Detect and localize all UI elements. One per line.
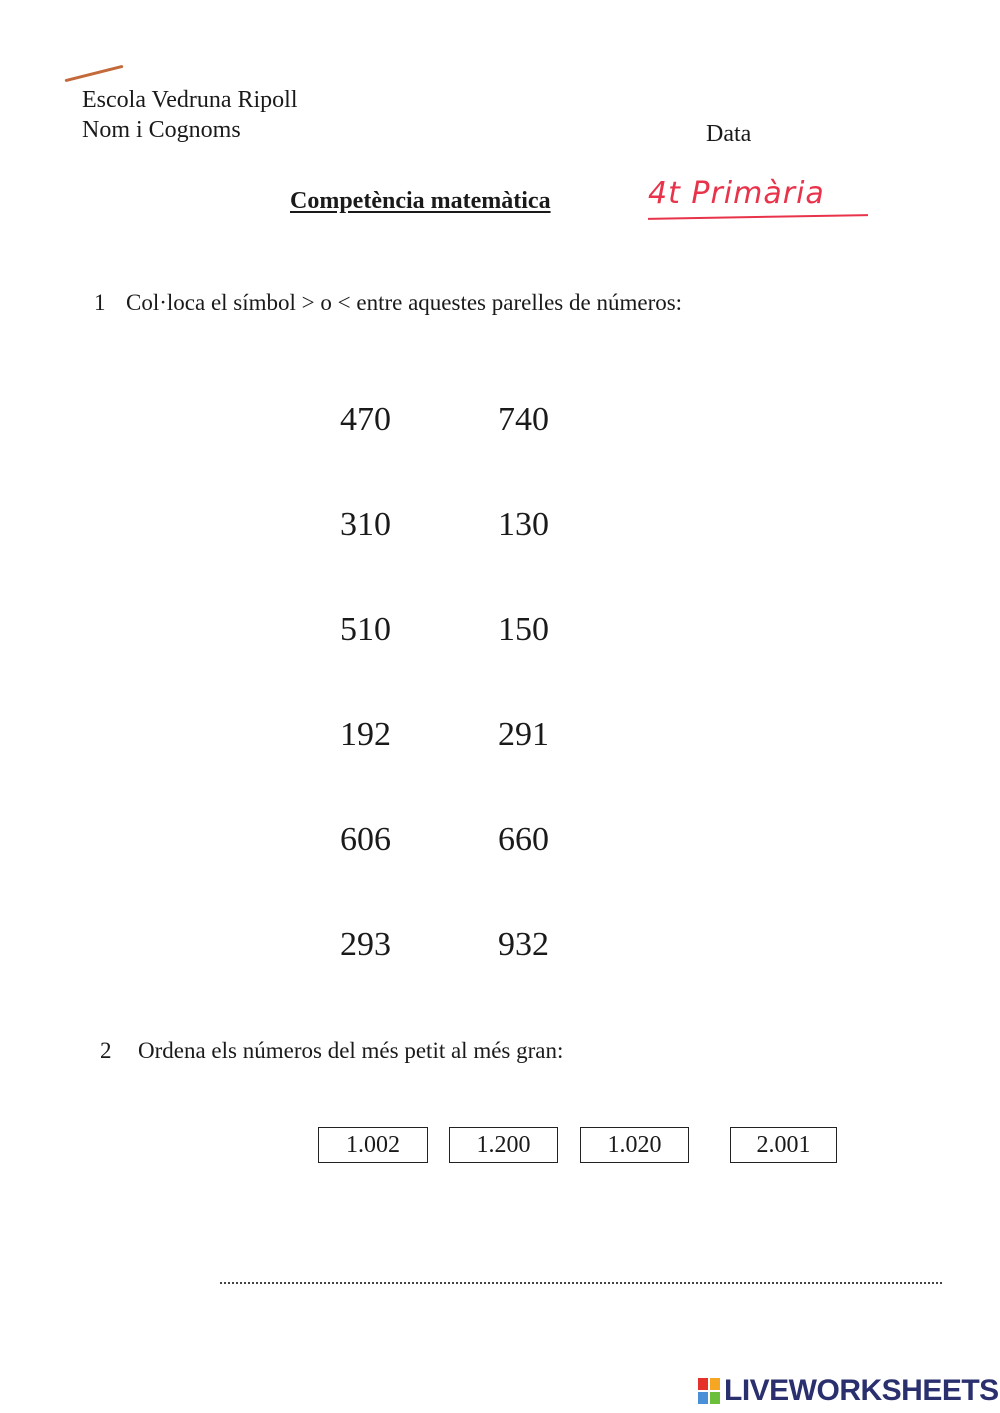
date-label: Data bbox=[706, 121, 752, 147]
pair-right-number: 740 bbox=[498, 401, 549, 438]
logo-text: LIVEWORKSHEETS bbox=[724, 1374, 999, 1407]
pair-left-number: 510 bbox=[340, 611, 391, 648]
pair-right-number: 660 bbox=[498, 821, 549, 858]
pair-right-number: 932 bbox=[498, 926, 549, 963]
pair-right-number: 130 bbox=[498, 506, 549, 543]
pair-left-number: 310 bbox=[340, 506, 391, 543]
pair-left-number: 606 bbox=[340, 821, 391, 858]
answer-dotted-line bbox=[220, 1282, 942, 1284]
exercise2-number: 2 bbox=[100, 1038, 112, 1063]
pair-right-number: 150 bbox=[498, 611, 549, 648]
grade-handwritten: 4t Primària bbox=[648, 176, 825, 211]
pair-left-number: 293 bbox=[340, 926, 391, 963]
number-box: 1.002 bbox=[318, 1127, 428, 1163]
name-label: Nom i Cognoms bbox=[82, 117, 241, 143]
liveworksheets-logo bbox=[698, 1374, 999, 1408]
number-box: 2.001 bbox=[730, 1127, 837, 1163]
exercise1-number: 1 bbox=[94, 290, 106, 315]
page-title: Competència matemàtica bbox=[290, 188, 551, 214]
grade-underline bbox=[648, 214, 868, 220]
pair-right-number: 291 bbox=[498, 716, 549, 753]
pair-left-number: 470 bbox=[340, 401, 391, 438]
exercise2-instruction: Ordena els números del més petit al més gran: bbox=[138, 1038, 564, 1063]
number-box: 1.020 bbox=[580, 1127, 689, 1163]
ink-mark bbox=[65, 65, 124, 82]
exercise1-instruction: Col·loca el símbol > o < entre aquestes parelles de números: bbox=[126, 290, 683, 315]
school-name: Escola Vedruna Ripoll bbox=[82, 87, 298, 113]
pair-left-number: 192 bbox=[340, 716, 391, 753]
logo-mark-icon bbox=[698, 1378, 720, 1404]
number-box: 1.200 bbox=[449, 1127, 558, 1163]
